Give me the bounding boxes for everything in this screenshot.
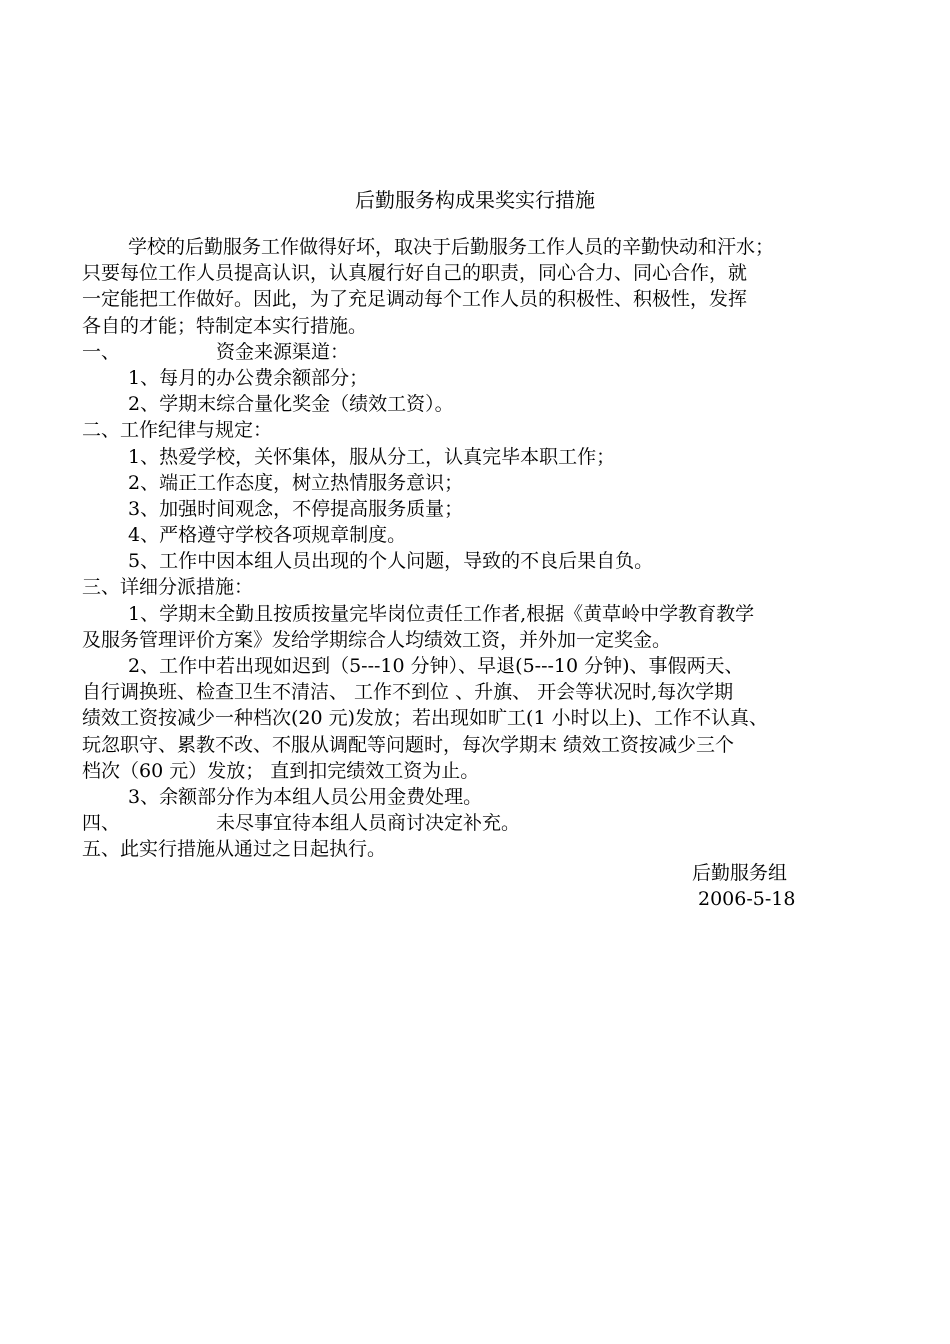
section-1-heading xyxy=(82,339,882,365)
section-2-item-4: 4、严格遵守学校各项规章制度。 xyxy=(128,524,407,547)
document-body xyxy=(82,234,882,863)
section-2-item-2: 2、端正工作态度，树立热情服务意识； xyxy=(128,471,464,494)
section-2-heading: 二、工作纪律与规定： xyxy=(82,419,273,442)
signature-date: 2006-5-18 xyxy=(698,888,796,911)
section-2-item-3: 3、加强时间观念，不停提高服务质量； xyxy=(128,497,464,520)
section-1-title: 资金来源渠道： xyxy=(216,340,350,363)
section-3-item-3: 3、余额部分作为本组人员公用金费处理。 xyxy=(128,785,483,808)
signature-block xyxy=(692,860,892,912)
section-3-item-1-line-2: 及服务管理评价方案》发给学期综合人均绩效工资，并外加一定奖金。 xyxy=(82,628,672,651)
section-5: 五、此实行措施从通过之日起执行。 xyxy=(82,838,387,861)
document-title: 后勤服务构成果奖实行措施 xyxy=(355,188,595,212)
section-1-number: 一、 xyxy=(82,340,121,363)
intro-line-3: 一定能把工作做好。因此，为了充足调动每个工作人员的积极性、积极性，发挥 xyxy=(82,288,748,311)
section-3-item-2-line-1: 2、工作中若出现如迟到（5---10 分钟）、早退(5---10 分钟)、事假两天、 xyxy=(128,655,744,677)
signature-org: 后勤服务组 xyxy=(692,862,788,884)
section-4-number: 四、 xyxy=(82,812,121,835)
section-3-item-2-line-3: 绩效工资按减少一种档次(20 元)发放；若出现如旷工(1 小时以上)、工作不认真、 xyxy=(82,707,768,730)
section-3-item-2-line-5: 档次（60 元）发放； 直到扣完绩效工资为止。 xyxy=(82,759,480,782)
section-2-item-1: 1、热爱学校，关怀集体，服从分工，认真完毕本职工作； xyxy=(128,445,616,468)
section-1-item-1: 1、每月的办公费余额部分； xyxy=(128,366,369,389)
section-3-heading: 三、详细分派措施： xyxy=(82,576,254,599)
section-3-item-2-line-2: 自行调换班、检查卫生不清洁、 工作不到位 、升旗、 开会等状况时,每次学期 xyxy=(82,681,734,704)
intro-line-2: 只要每位工作人员提高认识，认真履行好自己的职责，同心合力、同心合作，就 xyxy=(82,262,748,285)
section-2-item-5: 5、工作中因本组人员出现的个人问题，导致的不良后果自负。 xyxy=(128,550,654,573)
intro-line-1: 学校的后勤服务工作做得好坏，取决于后勤服务工作人员的辛勤快动和汗水； xyxy=(128,236,775,258)
section-3-item-2-line-4: 玩忽职守、累教不改、不服从调配等问题时，每次学期末 绩效工资按减少三个 xyxy=(82,733,735,756)
section-1-item-2: 2、学期末综合量化奖金（绩效工资）。 xyxy=(128,393,454,416)
section-4-text: 未尽事宜待本组人员商讨决定补充。 xyxy=(216,812,521,835)
intro-line-4: 各自的才能；特制定本实行措施。 xyxy=(82,314,368,337)
section-3-item-1-line-1: 1、学期末全勤且按质按量完毕岗位责任工作者,根据《黄草岭中学教育教学 xyxy=(128,602,755,625)
section-4 xyxy=(82,810,882,836)
